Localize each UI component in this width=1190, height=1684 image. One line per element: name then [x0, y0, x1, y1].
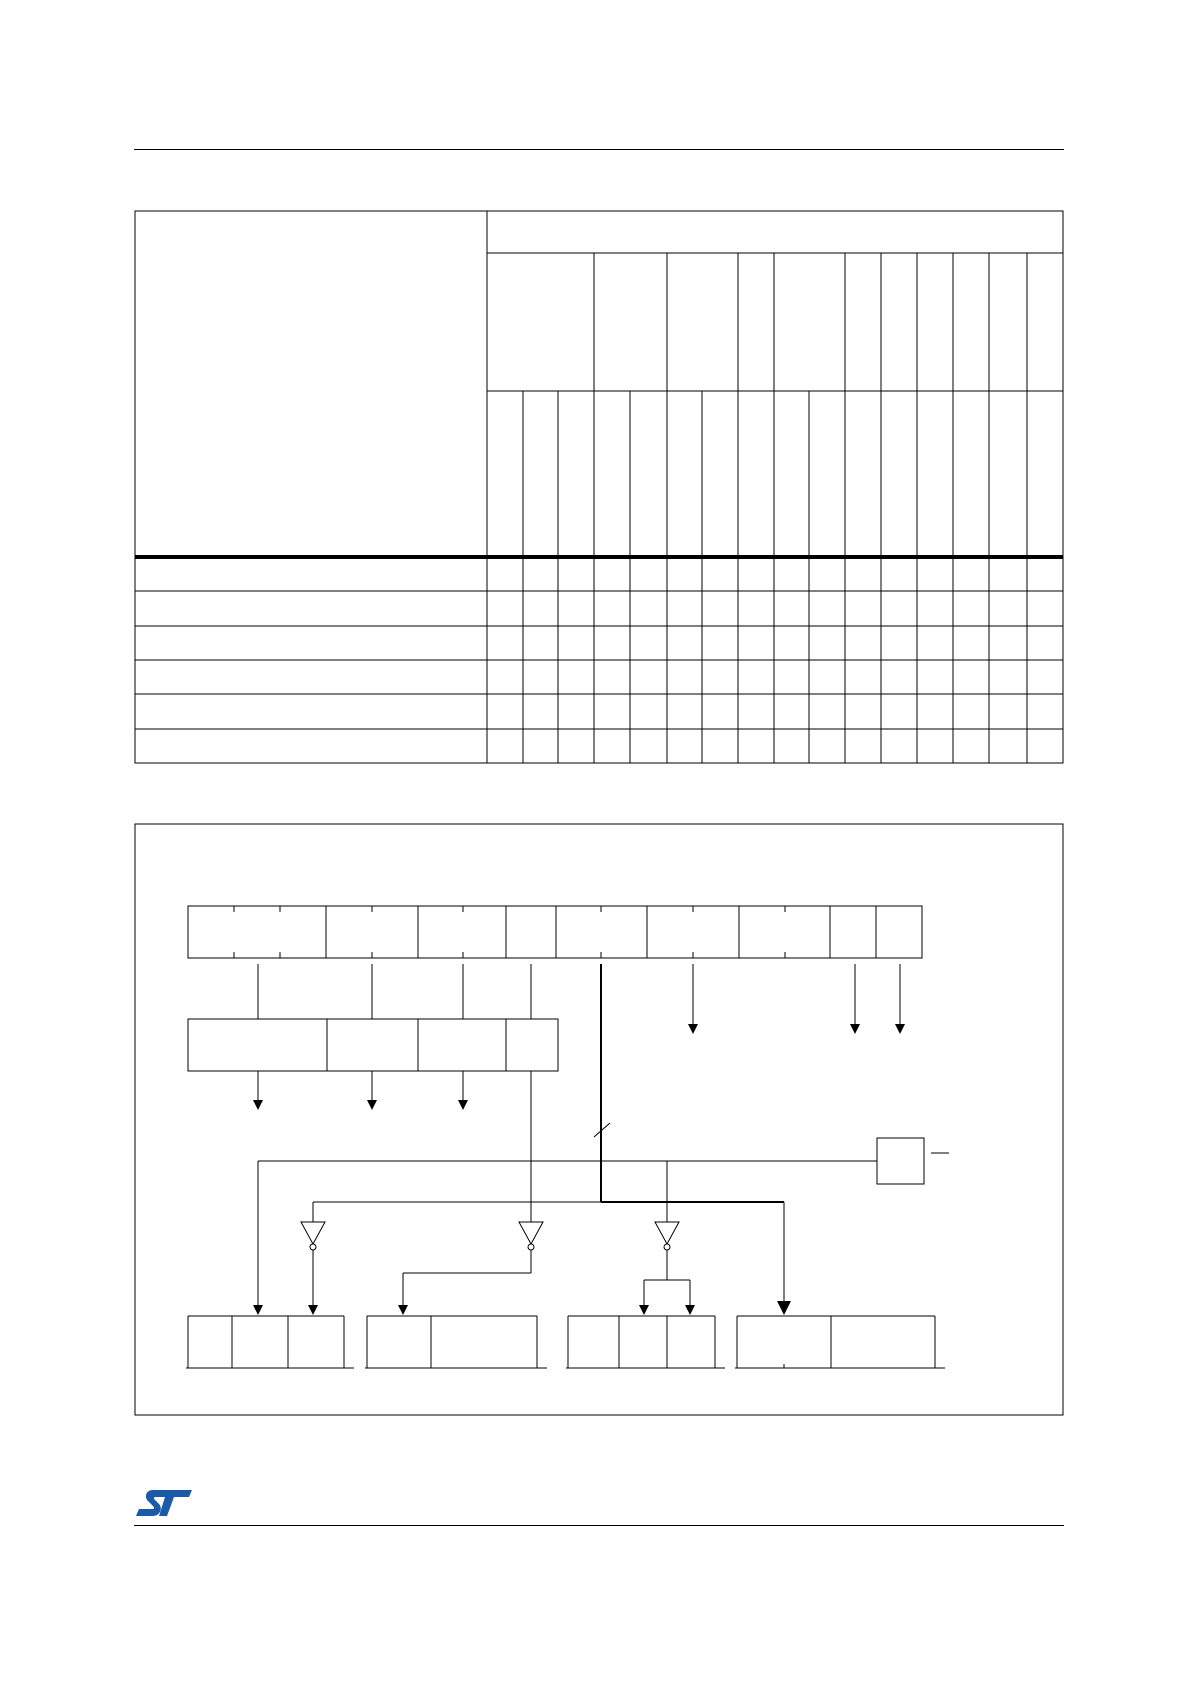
arrow-head — [367, 1100, 377, 1110]
inverter-icon — [301, 1222, 325, 1250]
arrow-head — [308, 1305, 318, 1315]
arrow-head — [895, 1024, 905, 1034]
clock-box — [877, 1138, 924, 1184]
arrow-head — [688, 1024, 698, 1034]
figure-border — [135, 824, 1063, 1415]
inverter-icon — [519, 1222, 543, 1250]
arrow-head — [639, 1305, 649, 1315]
inverter-icon — [655, 1222, 679, 1250]
arrow-head — [458, 1100, 468, 1110]
mid-register — [188, 1019, 558, 1071]
arrow-head — [253, 1305, 263, 1315]
arrow-head — [398, 1305, 408, 1315]
arrow-head — [777, 1301, 791, 1315]
arrow-head — [685, 1305, 695, 1315]
arrow-head — [253, 1100, 263, 1110]
arrow-head — [850, 1024, 860, 1034]
top-register — [188, 906, 922, 958]
